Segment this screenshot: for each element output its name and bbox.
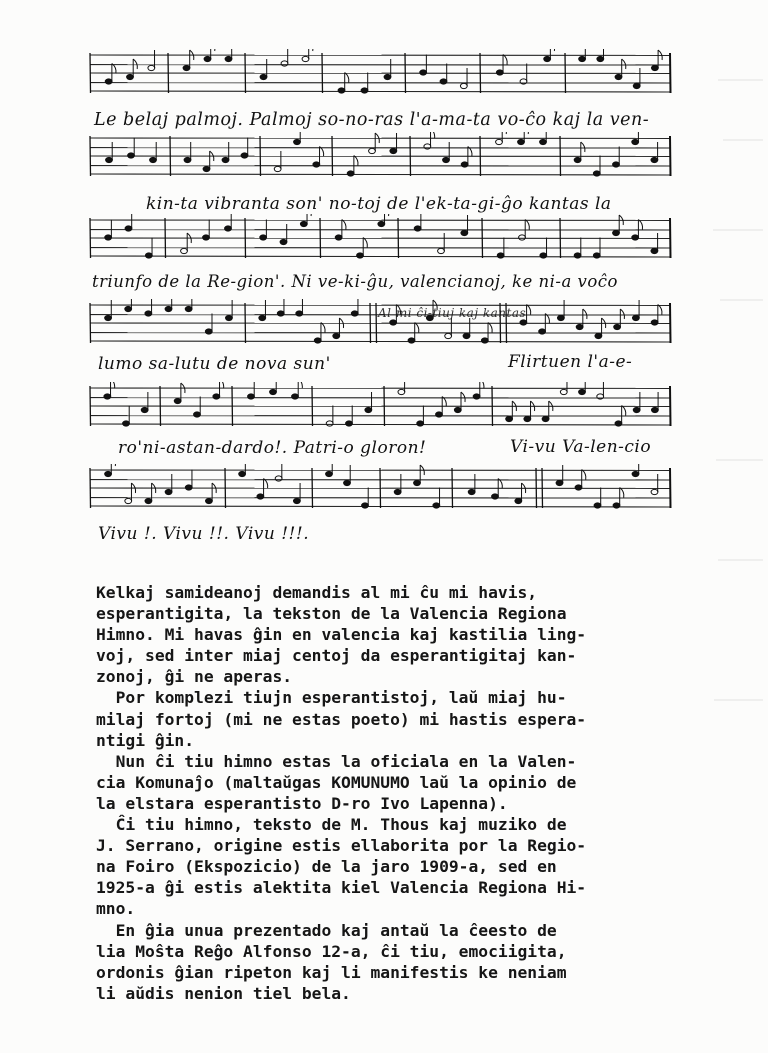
note-flag [658,305,662,315]
note-head [518,139,525,144]
note-head [515,498,522,503]
note-head [296,311,303,316]
barline [482,218,483,258]
barline [380,468,381,508]
note-head [394,489,401,494]
note-head [492,494,499,499]
barline [405,53,406,93]
note-head [206,498,213,503]
note-head [633,407,640,412]
note-head [260,74,267,79]
lyric-line-5: Flirtuen l'a-e- [508,352,633,372]
note-flag [502,132,506,134]
note-flag [220,382,224,389]
note-flag [525,220,529,230]
staff-1 [0,49,768,109]
note-head [293,498,300,503]
barline [90,53,91,93]
barline [492,386,493,426]
note-head [125,498,132,503]
barline [245,303,246,343]
staff-2 [0,132,768,192]
note-flag [321,323,325,333]
barline [670,218,671,258]
barline [90,218,91,258]
note-flag [431,132,435,139]
note-head [579,56,586,61]
note-head [463,333,470,338]
staff-line [90,91,670,92]
note-flag [503,55,507,65]
note-head [615,421,622,426]
note-head [524,416,531,421]
barline [160,386,161,426]
note-head [125,226,132,231]
barline [245,53,246,93]
note-head [651,407,658,412]
note-head [150,157,157,162]
note-head [632,315,639,320]
note-head [574,253,581,258]
note-head [615,74,622,79]
body-line: zonoj, ĝi ne aperas. [96,667,293,687]
barline [90,386,91,426]
note-head [440,79,447,84]
note-head [481,338,488,343]
barline [560,218,561,258]
note-head [128,153,135,158]
note-head [443,157,450,162]
note-head [632,139,639,144]
note-head [274,166,281,171]
note-head [597,56,604,61]
note-head [104,394,111,399]
lyric-line-6: ro'ni-astan-dardo!. Patri-o gloron! [118,438,427,458]
lyric-line-8: Vivu !. Vivu !!. Vivu !!!. [98,524,310,544]
body-line: Por komplezi tiujn esperantistoj, laŭ miaj hu- [96,688,567,708]
note-head [560,389,567,394]
note-head [347,171,354,176]
note-head [540,139,547,144]
note-head [506,416,513,421]
note-head [417,421,424,426]
note-head [575,485,582,490]
barline [332,136,333,176]
barline [565,53,566,93]
note-head [357,253,364,258]
note-head [226,315,233,320]
note-head [557,315,564,320]
note-flag [620,488,624,498]
note-head [300,221,307,226]
note-head [652,65,659,70]
body-line: ordonis ĝian ripeton kaj li manifestis ke neniam [96,962,567,982]
body-text [96,582,726,1004]
barline [670,386,671,426]
barline [560,136,561,176]
note-flag [582,470,586,480]
note-head [390,320,397,325]
note-head [326,421,333,426]
note-head [542,416,549,421]
note-head [613,162,620,167]
note-head [438,248,445,253]
note-flag [345,73,349,83]
barline [245,218,246,258]
note-head [275,476,282,481]
body-line: J. Serrano, origine estis ellaborita por la Regio- [96,836,587,856]
body-line: esperantigita, la tekston de la Valencia Regiona [96,604,567,624]
note-head [165,306,172,311]
note-head [613,503,620,508]
body-line: la elstara esperantisto D-ro Ivo Lapenna). [96,793,508,813]
note-head [125,306,132,311]
barline [90,136,91,176]
note-head [378,221,385,226]
note-flag [363,238,367,248]
note-flag [622,59,626,69]
note-head [420,70,427,75]
barline [542,468,543,508]
score-annotation: Al mi ĉi-tiuj kaj kantas [378,306,527,320]
note-head [468,489,475,494]
note-flag [342,220,346,230]
note-head [326,471,333,476]
lyric-line-3: triunfo de la Re-gion'. Ni ve-ki-ĝu, valencianoj, ke ni-a voĉo [92,272,618,291]
note-head [106,157,113,162]
body-line: Ĉi tiu himno, teksto de M. Thous kaj muziko de [96,815,567,835]
note-flag [298,382,302,389]
body-line: Himno. Mi havas ĝin en valencia kaj kastilia ling- [96,625,587,645]
note-flag [307,214,311,216]
body-line: Nun ĉi tiu himno estas la oficiala en la Valen- [96,751,577,771]
note-head [141,407,148,412]
barline [410,136,411,176]
note-flag [385,214,389,216]
note-head [632,471,639,476]
note-head [496,70,503,75]
barline [370,303,371,343]
note-head [632,235,639,240]
note-head [544,56,551,61]
note-flag [461,392,465,402]
note-head [651,320,658,325]
note-head [222,157,229,162]
note-head [351,311,358,316]
note-head [362,503,369,508]
note-head [436,412,443,417]
note-head [127,74,134,79]
staff-line [90,174,670,175]
note-head [280,239,287,244]
body-line: En ĝia unua prezentado kaj antaŭ la ĉeesto de [96,920,557,940]
barline [232,386,233,426]
note-head [302,56,309,61]
note-head [313,162,320,167]
note-head [203,235,210,240]
note-head [461,162,468,167]
barline [312,468,313,508]
note-head [520,320,527,325]
note-head [414,480,421,485]
note-head [346,421,353,426]
staff-line [90,256,670,257]
note-head [473,394,480,399]
body-line: voj, sed inter miaj centoj da esperantigitaj kan- [96,646,577,666]
body-line: ntigi ĝin. [96,730,195,750]
note-head [213,394,220,399]
note-flag [211,49,215,51]
note-head [579,389,586,394]
note-head [365,407,372,412]
note-head [496,139,503,144]
note-head [105,79,112,84]
note-head [384,74,391,79]
note-flag [581,142,585,152]
barline [480,136,481,176]
staff-3 [0,214,768,274]
barline [165,218,166,258]
body-line: lia Moŝta Reĝo Alfonso 12-a, ĉi tiu, emociigita, [96,941,567,961]
barline [480,53,481,93]
note-head [594,503,601,508]
note-head [461,230,468,235]
body-line: mno. [96,899,136,919]
body-line: li aŭdis nenion tiel bela. [96,983,351,1003]
note-head [105,315,112,320]
barline [670,136,671,176]
body-line: Kelkaj samideanoj demandis al mi ĉu mi havis, [96,583,538,602]
note-head [519,235,526,240]
note-head [184,157,191,162]
staff-5 [0,382,768,442]
note-head [165,489,172,494]
body-line: na Foiro (Ekspozicio) de la jaro 1909-a, sed en [96,857,557,877]
barline [320,218,321,258]
note-head [174,398,181,403]
note-head [398,389,405,394]
note-flag [638,220,642,230]
note-head [185,485,192,490]
note-head [225,56,232,61]
note-head [204,56,211,61]
note-head [414,226,421,231]
barline [670,303,671,343]
staff-6 [0,464,768,524]
barline [168,53,169,93]
note-flag [415,323,419,333]
note-head [460,83,467,88]
note-flag [354,156,358,166]
note-head [614,324,621,329]
barline [670,468,671,508]
note-head [651,489,658,494]
note-head [361,88,368,93]
barline [260,136,261,176]
barline [225,468,226,508]
note-head [651,248,658,253]
barline [322,53,323,93]
note-head [593,171,600,176]
note-head [633,83,640,88]
note-head [576,324,583,329]
note-head [408,338,415,343]
note-head [123,421,130,426]
note-flag [550,49,554,51]
note-head [281,61,288,66]
note-head [148,65,155,70]
note-head [239,471,246,476]
body-line: milaj fortoj (mi ne estas poeto) mi hastis espera- [96,709,587,729]
note-flag [527,305,531,315]
note-head [595,333,602,338]
lyric-line-7: Vi-vu Va-len-cio [510,437,652,457]
body-line: cia Komunaĵo (maltaŭgas KOMUNUMO laŭ la opinio de [96,772,577,792]
note-head [194,412,201,417]
note-head [433,503,440,508]
note-head [369,148,376,153]
note-head [556,480,563,485]
note-head [257,494,264,499]
note-flag [309,49,313,51]
note-head [185,306,192,311]
barline [670,53,671,93]
note-flag [111,464,115,466]
note-head [335,235,342,240]
note-head [593,253,600,258]
note-head [241,153,248,158]
note-head [344,480,351,485]
note-head [454,407,461,412]
note-head [651,157,658,162]
barline [398,218,399,258]
note-head [248,394,255,399]
staff-line [90,341,670,342]
lyric-line-1: Le belaj palmoj. Palmoj so-no-ras l'a-ma-ta vo-ĉo kaj la ven- [94,110,650,130]
barline [376,303,377,343]
note-flag [583,309,587,319]
note-flag [488,323,492,333]
barline [312,386,313,426]
note-head [181,248,188,253]
note-head [105,471,112,476]
note-head [145,253,152,258]
note-head [294,139,301,144]
lyric-line-4: lumo sa-lutu de nova sun' [98,354,331,374]
lyric-line-2: kin-ta vibranta son' no-toj de l'ek-ta-gi-ĝo kantas la [146,194,612,214]
note-head [333,333,340,338]
note-head [574,157,581,162]
staff-line [90,424,670,425]
note-flag [524,132,528,134]
note-flag [620,309,624,319]
note-head [497,253,504,258]
note-head [225,226,232,231]
barline [170,136,171,176]
note-head [145,311,152,316]
body-line: 1925-a ĝi estis alektita kiel Valencia Regiona Hi- [96,878,587,898]
note-head [277,311,284,316]
barline [452,468,453,508]
note-flag [133,59,137,69]
note-head [314,338,321,343]
note-head [338,88,345,93]
note-head [445,333,452,338]
note-head [540,253,547,258]
note-head [270,389,277,394]
note-head [203,166,210,171]
barline [384,386,385,426]
note-head [259,315,266,320]
note-head [292,394,299,399]
note-head [260,235,267,240]
note-flag [622,406,626,416]
note-head [105,235,112,240]
note-flag [480,382,484,389]
barline [536,468,537,508]
note-head [390,148,397,153]
note-head [145,498,152,503]
note-head [613,230,620,235]
barline [90,303,91,343]
note-head [539,329,546,334]
note-head [183,65,190,70]
barline [90,468,91,508]
note-head [205,329,212,334]
